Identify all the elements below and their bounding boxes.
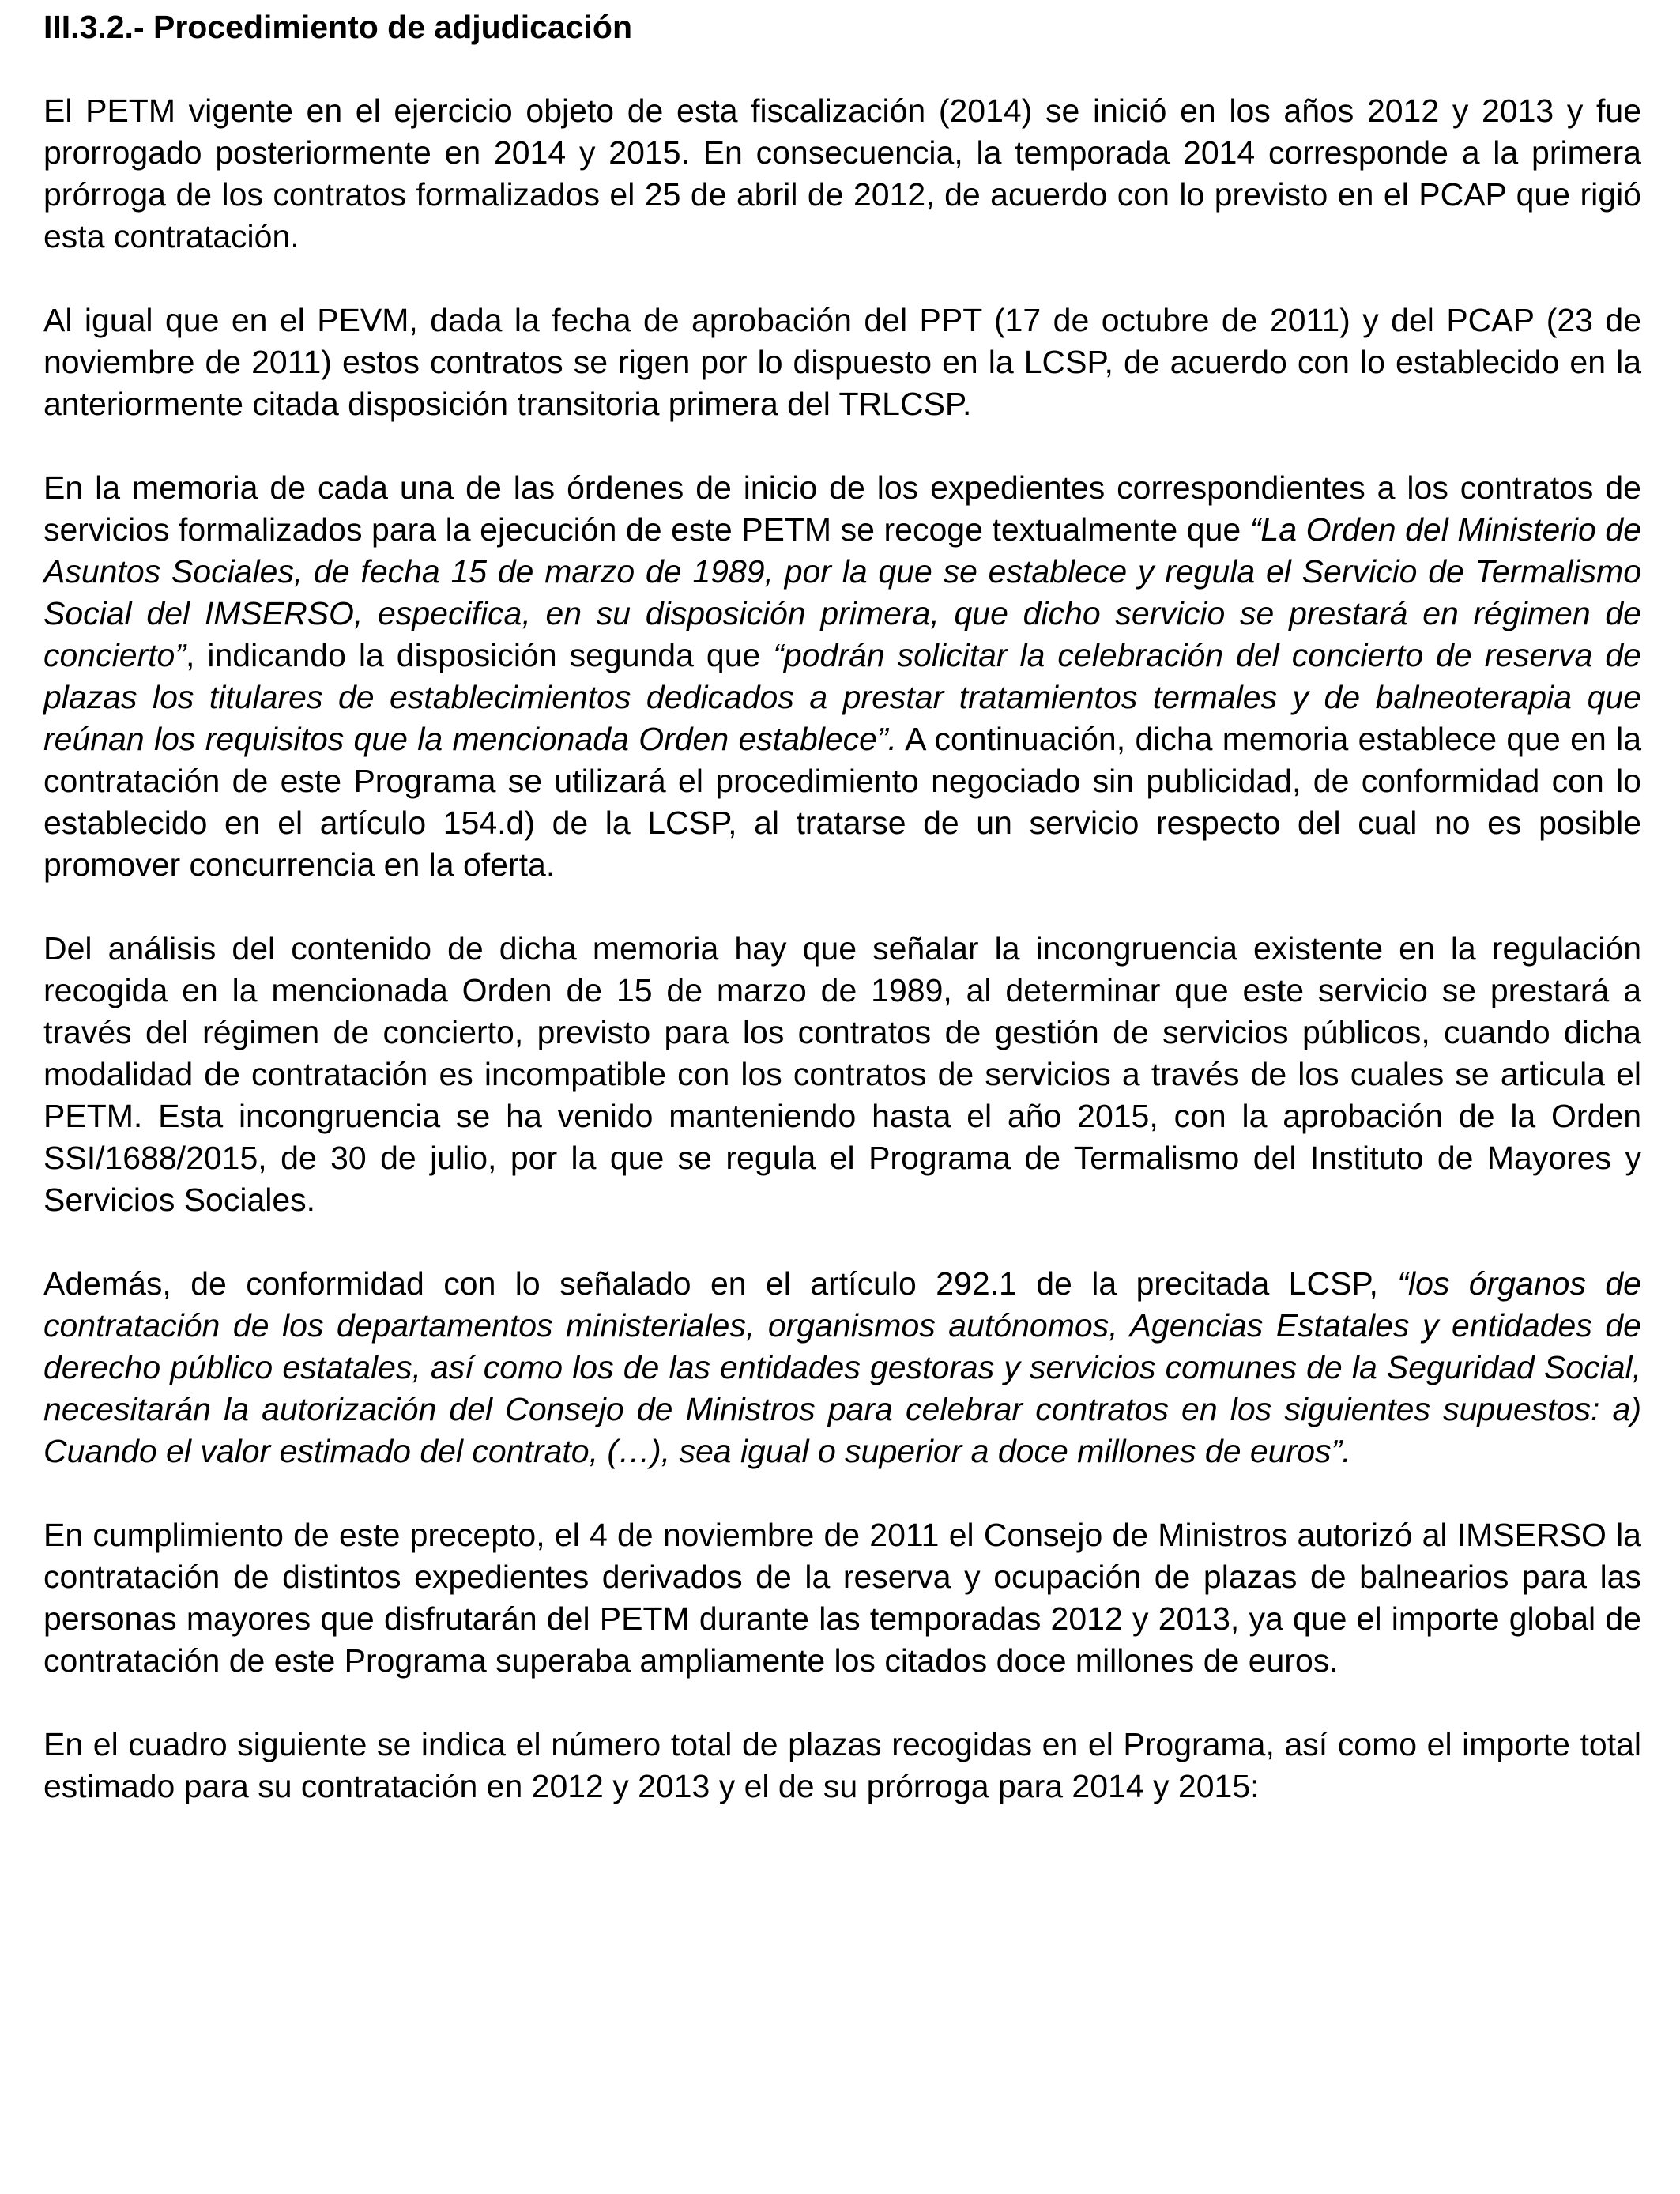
paragraph-6: En cumplimiento de este precepto, el 4 de noviembre de 2011 el Consejo de Ministros autorizó al IMSERSO la contratación de distintos expedientes derivados de la reserva y ocupación de plazas de balnearios para las personas mayores que disfrutarán del PETM durante las temporadas 2012 y 2013, ya que el importe global de contratación de este Programa superaba ampliamente los citados doce millones de euros.	[43, 1517, 1641, 1679]
paragraph-3-quote-2: “podrán solicitar la celebración del concierto de reserva de plazas los titulares de establecimientos dedicados a prestar tratamientos termales y de balneoterapia que reúnan los requisitos que la mencionada Orden establece”.	[43, 637, 1641, 757]
paragraph-1: El PETM vigente en el ejercicio objeto de esta fiscalización (2014) se inició en los años 2012 y 2013 y fue prorrogado posteriormente en 2014 y 2015. En consecuencia, la temporada 2014 corresponde a la primera prórroga de los contratos formalizados el 25 de abril de 2012, de acuerdo con lo previsto en el PCAP que rigió esta contratación.	[43, 92, 1641, 254]
paragraph-5-quote-1: “los órganos de contratación de los departamentos ministeriales, organismos autónomos, Agencias Estatales y entidades de derecho público estatales, así como los de las entidades gestoras y servicios comunes de la Seguridad Social, necesitarán la autorización del Consejo de Ministros para celebrar contratos en los siguientes supuestos: a) Cuando el valor estimado del contrato, (…), sea igual o superior a doce millones de euros”.	[43, 1265, 1641, 1469]
paragraph-4: Del análisis del contenido de dicha memoria hay que señalar la incongruencia existente en la regulación recogida en la mencionada Orden de 15 de marzo de 1989, al determinar que este servicio se prestará a través del régimen de concierto, previsto para los contratos de gestión de servicios públicos, cuando dicha modalidad de contratación es incompatible con los contratos de servicios a través de los cuales se articula el PETM. Esta incongruencia se ha venido manteniendo hasta el año 2015, con la aprobación de la Orden SSI/1688/2015, de 30 de julio, por la que se regula el Programa de Termalismo del Instituto de Mayores y Servicios Sociales.	[43, 930, 1641, 1218]
document-page	[43, 0, 1641, 1808]
paragraph-5	[43, 1263, 1641, 1472]
paragraph-2: Al igual que en el PEVM, dada la fecha de aprobación del PPT (17 de octubre de 2011) y del PCAP (23 de noviembre de 2011) estos contratos se rigen por lo dispuesto en la LCSP, de acuerdo con lo establecido en la anteriormente citada disposición transitoria primera del TRLCSP.	[43, 302, 1641, 422]
paragraph-3	[43, 467, 1641, 886]
paragraph-3-quote-1: “La Orden del Ministerio de Asuntos Sociales, de fecha 15 de marzo de 1989, por la que se establece y regula el Servicio de Termalismo Social del IMSERSO, especifica, en su disposición primera, que dicho servicio se prestará en régimen de concierto”	[43, 511, 1642, 673]
paragraph-5-text-1: Además, de conformidad con lo señalado en el artículo 292.1 de la precitada LCSP,	[43, 1265, 1398, 1302]
paragraph-3-text-3: A continuación, dicha memoria establece que en la contratación de este Programa se utilizará el procedimiento negociado sin publicidad, de conformidad con lo establecido en el artículo 154.d) de la LCSP, al tratarse de un servicio respecto del cual no es posible promover concurrencia en la oferta.	[43, 721, 1641, 883]
paragraph-3-text-2: , indicando la disposición segunda que	[186, 637, 774, 673]
paragraph-7: En el cuadro siguiente se indica el número total de plazas recogidas en el Programa, así como el importe total estimado para su contratación en 2012 y 2013 y el de su prórroga para 2014 y 2015:	[43, 1726, 1641, 1804]
paragraph-3-text-1: En la memoria de cada una de las órdenes de inicio de los expedientes correspondientes a los contratos de servicios formalizados para la ejecución de este PETM se recoge textualmente que	[43, 469, 1641, 548]
section-heading: III.3.2.- Procedimiento de adjudicación	[43, 9, 633, 45]
